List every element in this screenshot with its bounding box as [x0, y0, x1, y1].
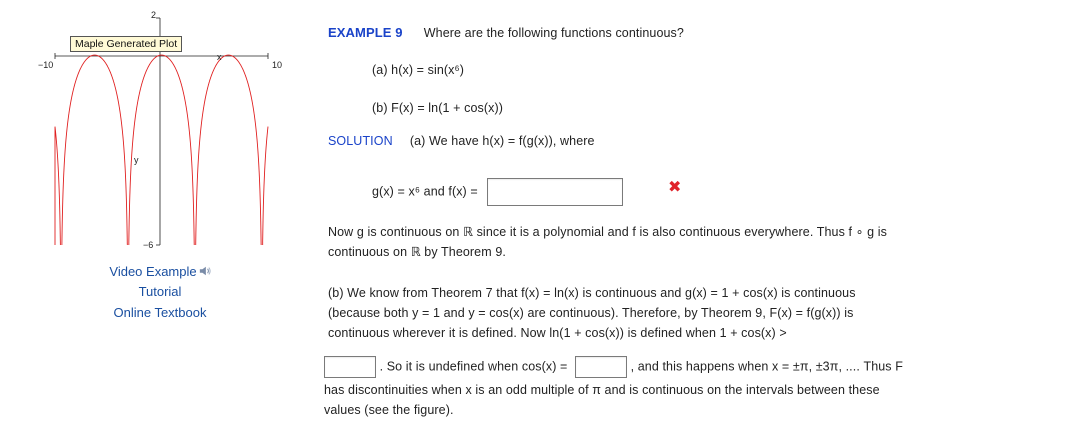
- maple-plot: [0, 0, 300, 260]
- part-a: (a) h(x) = sin(x⁶): [372, 63, 465, 77]
- plot-curve: [55, 55, 268, 245]
- video-example-link[interactable]: Video Example: [109, 264, 197, 279]
- b-line-1: (b) We know from Theorem 7 that f(x) = ln(x) is continuous and g(x) = 1 + cos(x) is continuous: [328, 286, 856, 300]
- example-question: Where are the following functions continuous?: [423, 26, 684, 40]
- example-header: [328, 25, 684, 40]
- example-label: EXAMPLE 9: [328, 25, 403, 40]
- disc-line: has discontinuities when x is an odd multiple of π and is continuous on the intervals between these: [324, 383, 880, 397]
- video-example-row: [0, 264, 320, 279]
- speaker-icon[interactable]: [199, 265, 211, 277]
- tutorial-link[interactable]: Tutorial: [138, 284, 182, 299]
- discontinuity-paragraph: [324, 380, 1044, 420]
- tick-label-left: −10: [38, 60, 54, 70]
- gx-text: g(x) = x⁶ and f(x) =: [372, 184, 478, 199]
- undefined-text: . So it is undefined when cos(x) =: [379, 359, 568, 374]
- now-line-1: Now g is continuous on ℝ since it is a polynomial and f is also continuous everywhere. Thus f ∘ g is: [328, 225, 888, 239]
- solution-label: SOLUTION: [328, 134, 393, 148]
- tick-label-bottom: −6: [143, 240, 154, 250]
- part-b: (b) F(x) = ln(1 + cos(x)): [372, 101, 503, 115]
- happens-text: , and this happens when x = ±π, ±3π, .... Thus F: [630, 359, 903, 374]
- axis-label-x: x: [217, 52, 222, 62]
- gx-row: [372, 178, 623, 206]
- b-line-3: continuous wherever it is defined. Now ln(1 + cos(x)) is defined when 1 + cos(x) >: [328, 326, 787, 340]
- solution-a-row: [328, 134, 595, 148]
- textbook-row: [0, 305, 320, 320]
- incorrect-icon: ✖: [668, 179, 682, 196]
- undefined-row: [324, 356, 903, 378]
- blank-2-input[interactable]: [575, 356, 627, 378]
- tick-label-top: 2: [151, 10, 157, 20]
- f-answer-input[interactable]: [487, 178, 623, 206]
- now-line-2: continuous on ℝ by Theorem 9.: [328, 245, 506, 259]
- tick-label-right: 10: [272, 60, 283, 70]
- part-b-paragraph: [328, 283, 1048, 343]
- plot-tooltip: Maple Generated Plot: [70, 36, 182, 52]
- tutorial-row: [0, 284, 320, 299]
- values-line: values (see the figure).: [324, 403, 454, 417]
- b-line-2: (because both y = 1 and y = cos(x) are continuous). Therefore, by Theorem 9, F(x) = f(g(x)) is: [328, 306, 854, 320]
- online-textbook-link[interactable]: Online Textbook: [113, 305, 207, 320]
- solution-a-text: (a) We have h(x) = f(g(x)), where: [409, 134, 595, 148]
- now-paragraph: [328, 222, 1048, 262]
- blank-1-input[interactable]: [324, 356, 376, 378]
- axis-label-y: y: [134, 155, 139, 165]
